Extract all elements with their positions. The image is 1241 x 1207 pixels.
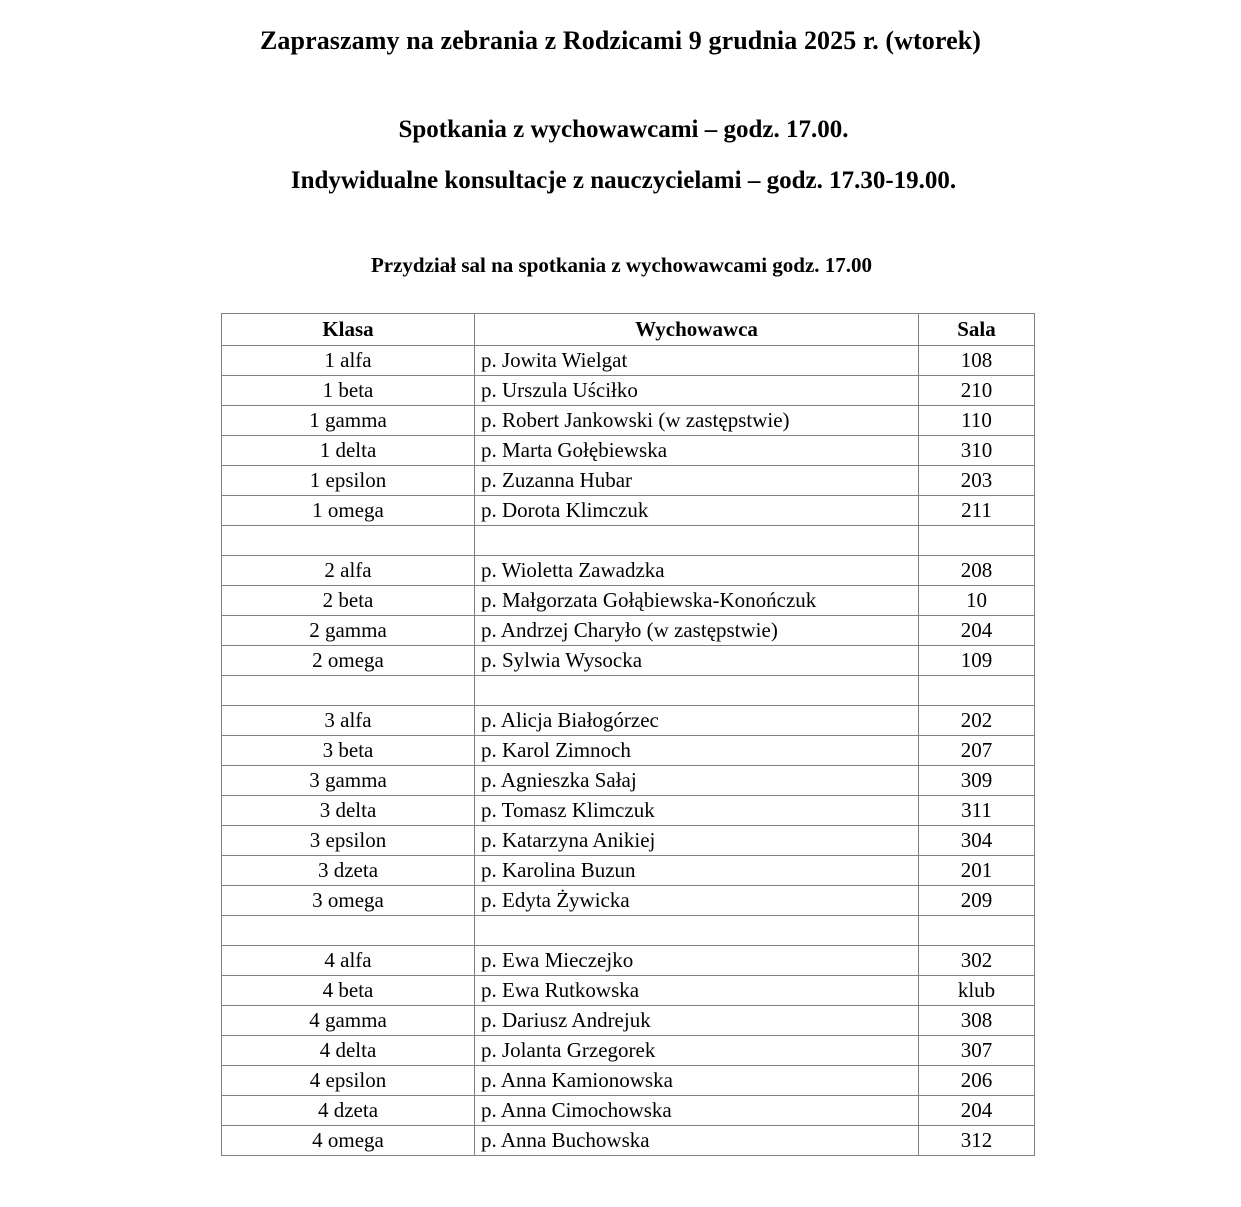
table-row xyxy=(222,465,1035,495)
table-row xyxy=(222,705,1035,735)
table-header-row xyxy=(222,313,1035,345)
table-spacer-row xyxy=(222,675,1035,705)
cell-wychowawca: p. Anna Cimochowska xyxy=(475,1095,919,1125)
cell-klasa: 1 beta xyxy=(222,375,475,405)
cell-sala: 206 xyxy=(919,1065,1035,1095)
cell-wychowawca: p. Agnieszka Sałaj xyxy=(475,765,919,795)
cell-sala: 302 xyxy=(919,945,1035,975)
table-spacer-row xyxy=(222,915,1035,945)
table-row xyxy=(222,795,1035,825)
cell-klasa: 4 beta xyxy=(222,975,475,1005)
cell-sala: 209 xyxy=(919,885,1035,915)
cell-wychowawca: p. Katarzyna Anikiej xyxy=(475,825,919,855)
cell-klasa xyxy=(222,915,475,945)
cell-wychowawca: p. Karolina Buzun xyxy=(475,855,919,885)
cell-wychowawca: p. Anna Kamionowska xyxy=(475,1065,919,1095)
individual-consultations-time: Indywidualne konsultacje z nauczycielami – godz. 17.30-19.00. xyxy=(290,166,957,194)
cell-sala: 211 xyxy=(919,495,1035,525)
cell-klasa: 4 epsilon xyxy=(222,1065,475,1095)
cell-wychowawca: p. Zuzanna Hubar xyxy=(475,465,919,495)
cell-klasa: 1 epsilon xyxy=(222,465,475,495)
cell-sala: 202 xyxy=(919,705,1035,735)
cell-klasa: 2 gamma xyxy=(222,615,475,645)
cell-sala: 108 xyxy=(919,345,1035,375)
cell-wychowawca: p. Tomasz Klimczuk xyxy=(475,795,919,825)
table-row xyxy=(222,855,1035,885)
cell-sala: 311 xyxy=(919,795,1035,825)
table-row xyxy=(222,885,1035,915)
table-row xyxy=(222,345,1035,375)
table-row xyxy=(222,765,1035,795)
cell-sala: 308 xyxy=(919,1005,1035,1035)
table-row xyxy=(222,1095,1035,1125)
table-row xyxy=(222,945,1035,975)
cell-wychowawca: p. Ewa Mieczejko xyxy=(475,945,919,975)
cell-wychowawca: p. Jolanta Grzegorek xyxy=(475,1035,919,1065)
cell-klasa xyxy=(222,525,475,555)
cell-klasa: 3 gamma xyxy=(222,765,475,795)
cell-klasa: 3 epsilon xyxy=(222,825,475,855)
cell-sala: 201 xyxy=(919,855,1035,885)
table-row xyxy=(222,555,1035,585)
cell-klasa: 1 omega xyxy=(222,495,475,525)
cell-sala: 110 xyxy=(919,405,1035,435)
cell-klasa: 3 omega xyxy=(222,885,475,915)
table-row xyxy=(222,585,1035,615)
cell-wychowawca xyxy=(475,525,919,555)
cell-sala: 309 xyxy=(919,765,1035,795)
cell-sala: 10 xyxy=(919,585,1035,615)
table-row xyxy=(222,825,1035,855)
column-header-sala: Sala xyxy=(919,313,1035,345)
cell-klasa: 3 delta xyxy=(222,795,475,825)
table-row xyxy=(222,615,1035,645)
cell-klasa: 1 gamma xyxy=(222,405,475,435)
column-header-klasa: Klasa xyxy=(222,313,475,345)
cell-sala: 207 xyxy=(919,735,1035,765)
cell-klasa: 4 gamma xyxy=(222,1005,475,1035)
cell-wychowawca xyxy=(475,915,919,945)
cell-klasa: 1 delta xyxy=(222,435,475,465)
cell-sala: 307 xyxy=(919,1035,1035,1065)
cell-klasa: 1 alfa xyxy=(222,345,475,375)
cell-wychowawca: p. Małgorzata Gołąbiewska-Konończuk xyxy=(475,585,919,615)
cell-wychowawca: p. Karol Zimnoch xyxy=(475,735,919,765)
cell-klasa: 4 omega xyxy=(222,1125,475,1155)
table-row xyxy=(222,1035,1035,1065)
room-assignment-table-wrapper xyxy=(0,313,1241,1156)
cell-wychowawca: p. Urszula Uściłko xyxy=(475,375,919,405)
cell-sala: 109 xyxy=(919,645,1035,675)
cell-sala xyxy=(919,525,1035,555)
table-row xyxy=(222,1005,1035,1035)
column-header-wychowawca: Wychowawca xyxy=(475,313,919,345)
cell-wychowawca: p. Sylwia Wysocka xyxy=(475,645,919,675)
cell-wychowawca: p. Wioletta Zawadzka xyxy=(475,555,919,585)
cell-klasa: 4 delta xyxy=(222,1035,475,1065)
cell-klasa: 4 dzeta xyxy=(222,1095,475,1125)
cell-wychowawca: p. Dariusz Andrejuk xyxy=(475,1005,919,1035)
table-row xyxy=(222,375,1035,405)
cell-sala: 210 xyxy=(919,375,1035,405)
cell-klasa xyxy=(222,675,475,705)
table-row xyxy=(222,405,1035,435)
cell-wychowawca: p. Dorota Klimczuk xyxy=(475,495,919,525)
cell-wychowawca: p. Alicja Białogórzec xyxy=(475,705,919,735)
table-row xyxy=(222,1125,1035,1155)
cell-sala: klub xyxy=(919,975,1035,1005)
room-assignment-table xyxy=(221,313,1035,1156)
cell-klasa: 2 omega xyxy=(222,645,475,675)
meeting-times-block xyxy=(0,116,1241,196)
table-spacer-row xyxy=(222,525,1035,555)
cell-sala xyxy=(919,675,1035,705)
table-row xyxy=(222,495,1035,525)
cell-klasa: 3 beta xyxy=(222,735,475,765)
cell-sala: 208 xyxy=(919,555,1035,585)
cell-klasa: 2 alfa xyxy=(222,555,475,585)
cell-wychowawca: p. Marta Gołębiewska xyxy=(475,435,919,465)
cell-wychowawca: p. Robert Jankowski (w zastępstwie) xyxy=(475,405,919,435)
cell-klasa: 4 alfa xyxy=(222,945,475,975)
cell-wychowawca: p. Anna Buchowska xyxy=(475,1125,919,1155)
cell-sala: 310 xyxy=(919,435,1035,465)
cell-klasa: 2 beta xyxy=(222,585,475,615)
page-title: Zapraszamy na zebrania z Rodzicami 9 grudnia 2025 r. (wtorek) xyxy=(259,26,982,55)
cell-wychowawca xyxy=(475,675,919,705)
cell-wychowawca: p. Edyta Żywicka xyxy=(475,885,919,915)
cell-klasa: 3 alfa xyxy=(222,705,475,735)
cell-sala: 204 xyxy=(919,615,1035,645)
cell-wychowawca: p. Ewa Rutkowska xyxy=(475,975,919,1005)
cell-sala xyxy=(919,915,1035,945)
cell-wychowawca: p. Andrzej Charyło (w zastępstwie) xyxy=(475,615,919,645)
cell-sala: 304 xyxy=(919,825,1035,855)
cell-klasa: 3 dzeta xyxy=(222,855,475,885)
table-row xyxy=(222,435,1035,465)
table-row xyxy=(222,975,1035,1005)
table-row xyxy=(222,735,1035,765)
homeroom-meeting-time: Spotkania z wychowawcami – godz. 17.00. xyxy=(398,115,849,143)
table-row xyxy=(222,1065,1035,1095)
table-row xyxy=(222,645,1035,675)
cell-sala: 203 xyxy=(919,465,1035,495)
table-header xyxy=(222,313,1035,345)
table-caption: Przydział sal na spotkania z wychowawcami godz. 17.00 xyxy=(370,253,873,278)
cell-sala: 312 xyxy=(919,1125,1035,1155)
table-body xyxy=(222,345,1035,1155)
cell-wychowawca: p. Jowita Wielgat xyxy=(475,345,919,375)
cell-sala: 204 xyxy=(919,1095,1035,1125)
